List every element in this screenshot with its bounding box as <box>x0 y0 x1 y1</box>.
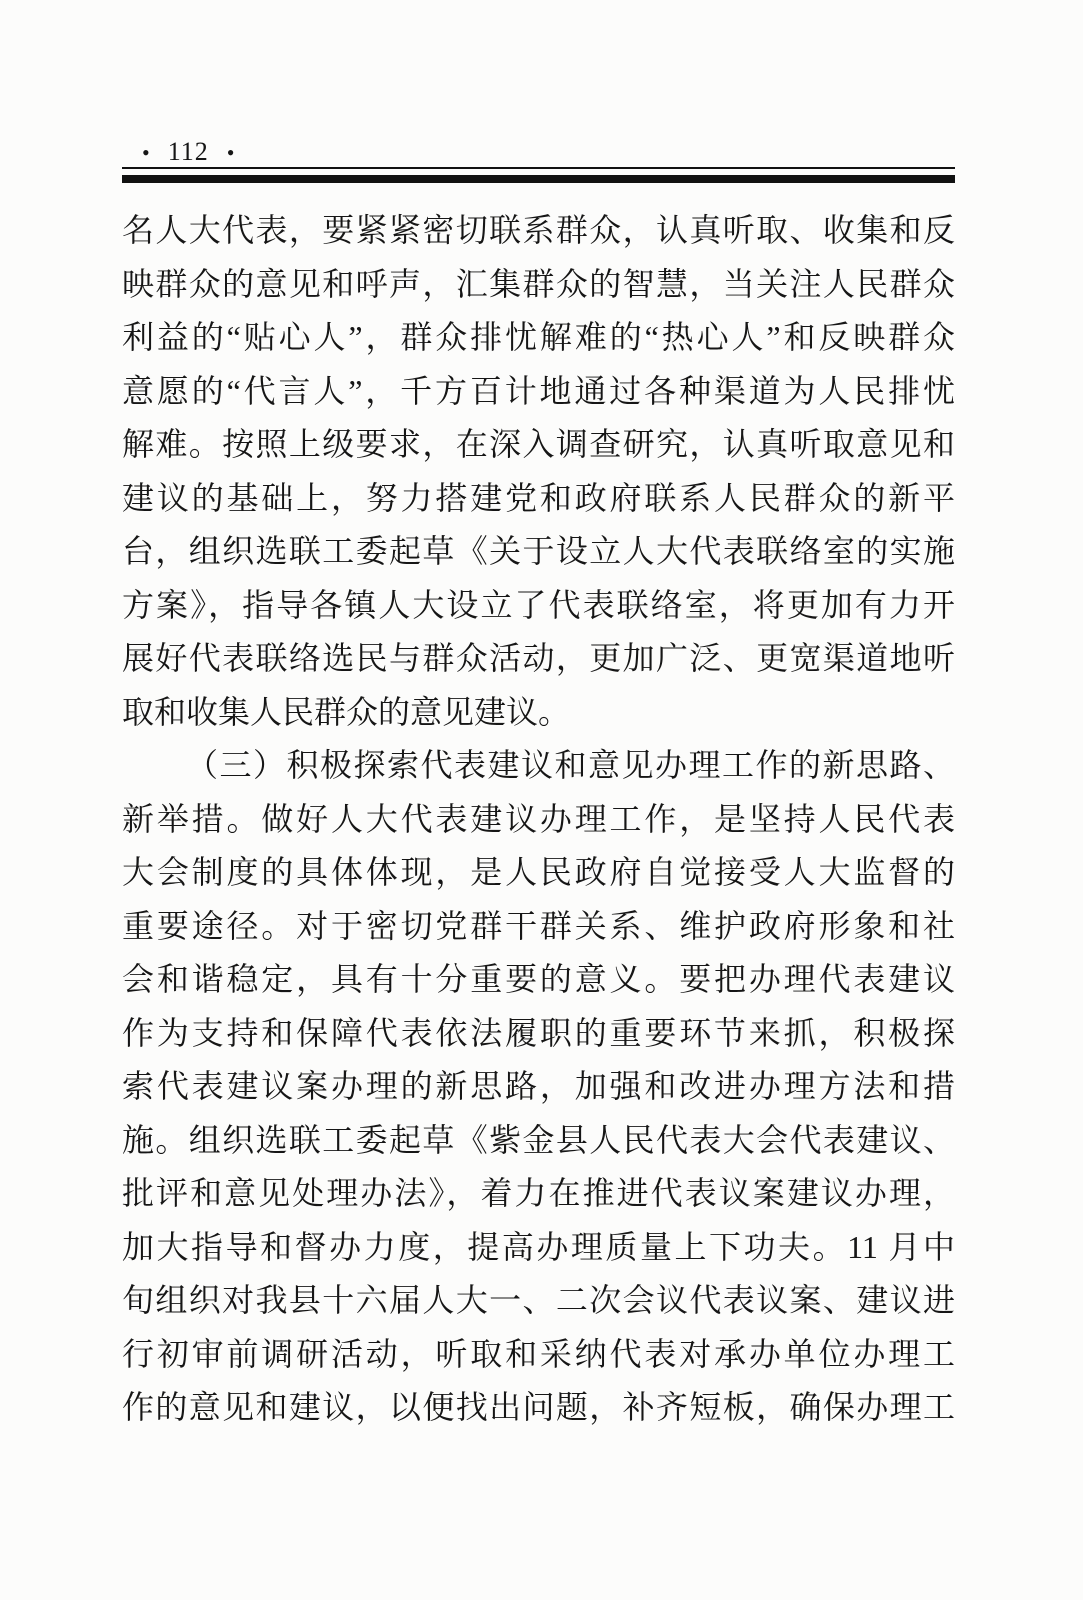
text-line: 取和收集人民群众的意见建议。 <box>122 693 571 730</box>
text-line: 新举措。做好人大代表建议办理工作，是坚持人民代表 <box>122 800 955 837</box>
text-line: 施。组织选联工委起草《紫金县人民代表大会代表建议、 <box>122 1121 955 1158</box>
page-header <box>142 134 234 170</box>
text-line: 作的意见和建议，以便找出问题，补齐短板，确保办理工 <box>122 1389 955 1425</box>
text-line: 索代表建议案办理的新思路，加强和改进办理方法和措 <box>122 1068 955 1104</box>
text-line: 旬组织对我县十六届人大一、二次会议代表议案、建议进 <box>122 1282 955 1318</box>
paragraph <box>122 739 955 1435</box>
text-line: 大会制度的具体体现，是人民政府自觉接受人大监督的 <box>122 854 955 890</box>
text-line: 意愿的“代言人”，千方百计地通过各种渠道为人民排忧 <box>122 372 955 409</box>
header-rule-thin <box>122 167 955 169</box>
text-line: 展好代表联络选民与群众活动，更加广泛、更宽渠道地听 <box>122 640 955 676</box>
text-line: 加大指导和督办力度，提高办理质量上下功夫。11 月中 <box>122 1228 955 1265</box>
text-line: 解难。按照上级要求，在深入调查研究，认真听取意见和 <box>122 426 955 462</box>
section-heading-line: （三）积极探索代表建议和意见办理工作的新思路、 <box>186 747 955 783</box>
text-line: 台，组织选联工委起草《关于设立人大代表联络室的实施 <box>122 533 955 569</box>
text-line: 作为支持和保障代表依法履职的重要环节来抓，积极探 <box>122 1014 955 1051</box>
text-line: 会和谐稳定，具有十分重要的意义。要把办理代表建议 <box>122 961 955 997</box>
header-rule-thick <box>122 175 955 183</box>
text-line: 名人大代表，要紧紧密切联系群众，认真听取、收集和反 <box>122 212 955 248</box>
text-line: 批评和意见处理办法》，着力在推进代表议案建议办理， <box>122 1175 955 1211</box>
text-line: 方案》，指导各镇人大设立了代表联络室，将更加有力开 <box>122 586 955 623</box>
text-line: 利益的“贴心人”，群众排忧解难的“热心人”和反映群众 <box>122 319 955 355</box>
text-line: 行初审前调研活动，听取和采纳代表对承办单位办理工 <box>122 1335 955 1372</box>
page-number: 112 <box>167 137 209 166</box>
paragraph <box>122 204 955 739</box>
text-line: 建议的基础上，努力搭建党和政府联系人民群众的新平 <box>122 479 955 516</box>
page-header-bullet-left: • <box>142 140 150 165</box>
body-text <box>122 204 955 1435</box>
text-line: 映群众的意见和呼声，汇集群众的智慧，当关注人民群众 <box>122 265 955 302</box>
page-header-bullet-right: • <box>226 140 235 165</box>
text-line: 重要途径。对于密切党群干群关系、维护政府形象和社 <box>122 907 955 944</box>
